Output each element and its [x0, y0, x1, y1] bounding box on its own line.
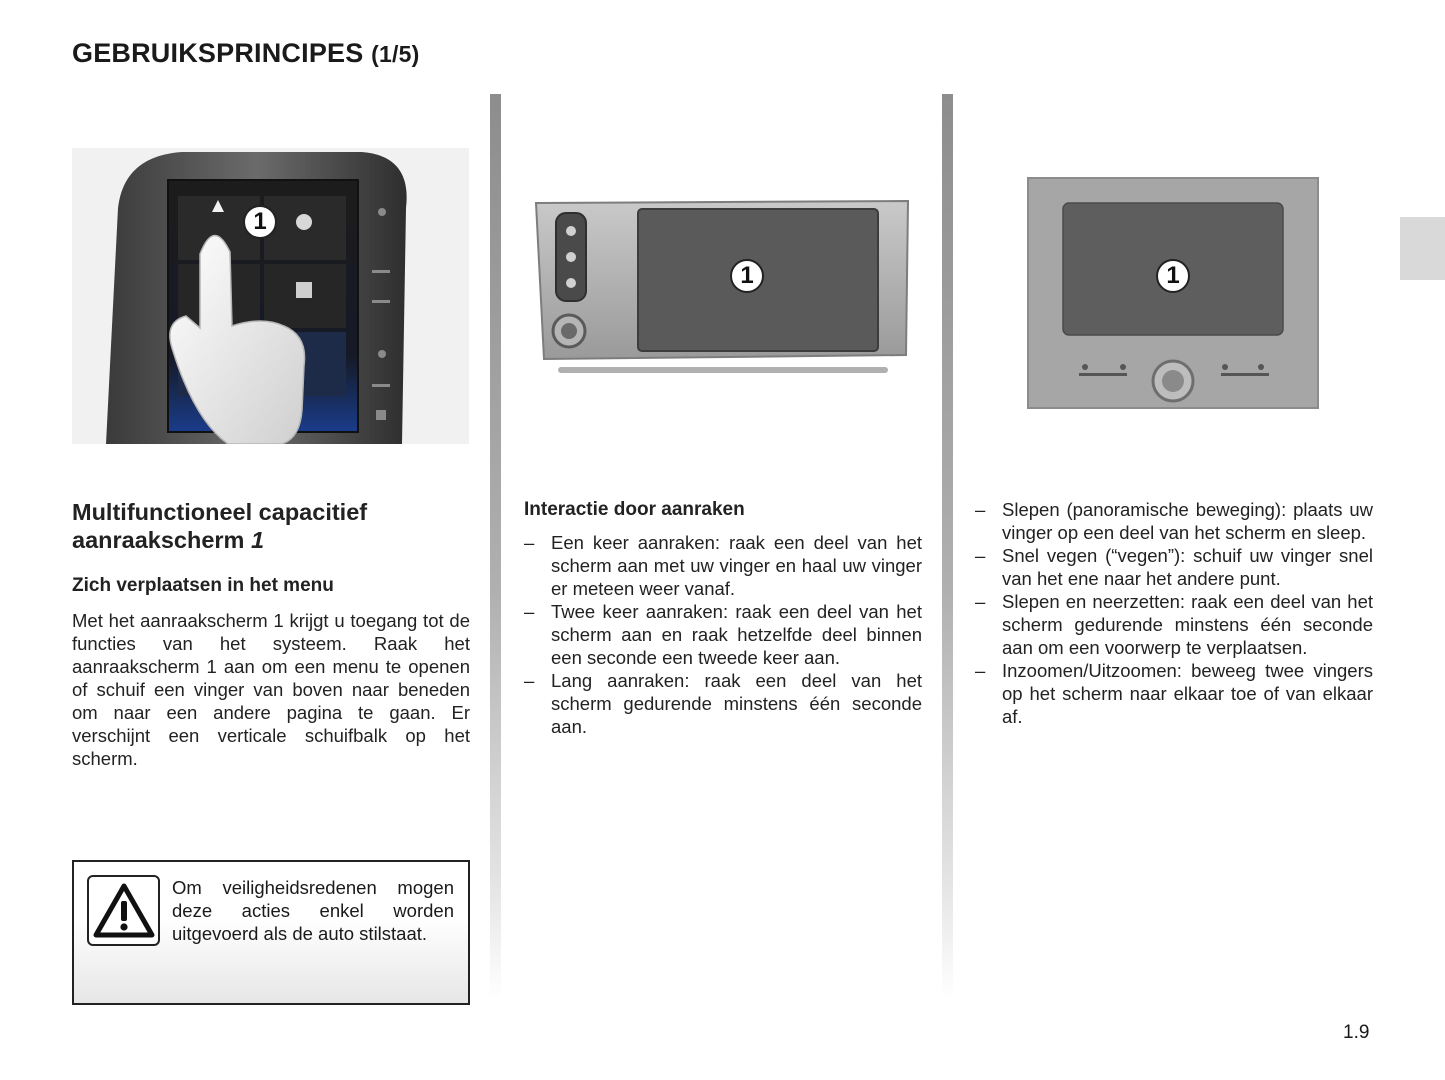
- landscape-screen-figure: [528, 195, 916, 385]
- section-heading-ref: 1: [250, 527, 265, 553]
- portrait-touchscreen-figure: [72, 148, 469, 444]
- list-item: – Slepen (panoramische beweging): plaats uw vinger op een deel van het scherm en sleep.: [975, 498, 1373, 544]
- column-divider-right: [942, 94, 953, 1000]
- portrait-touchscreen-illustration: [72, 148, 469, 444]
- chapter-tab: [1400, 217, 1445, 280]
- menu-navigation-paragraph: Met het aanraakscherm 1 krijgt u toegang tot de functies van het systeem. Raak het aanraakscherm 1 aan om een menu te openen of schuif een vinger van boven naar beneden om naar een andere pagina te gaan. Er verschijnt een verticale schuifbalk op het scherm.: [72, 610, 470, 769]
- list-item: – Twee keer aanraken: raak een deel van het scherm aan en raak hetzelfde deel binnen een seconde een tweede keer aan.: [524, 600, 922, 669]
- page-number: 1.9: [1343, 1022, 1370, 1043]
- list-item: – Slepen en neerzetten: raak een deel van het scherm gedurende minstens één seconde aan om een voorwerp te verplaatsen.: [975, 590, 1373, 659]
- callout-1-figure1: 1: [243, 205, 277, 239]
- list-item: – Lang aanraken: raak een deel van het scherm gedurende minstens één seconde aan.: [524, 669, 922, 738]
- page-title-text: GEBRUIKSPRINCIPES: [72, 38, 364, 68]
- section-heading: [72, 498, 470, 554]
- column-divider-left: [490, 94, 501, 1000]
- section-heading-text: Multifunctioneel capacitief aanraakscherm: [72, 499, 368, 553]
- safety-warning-box: [72, 860, 470, 1005]
- list-item: – Snel vegen (“vegen”): schuif uw vinger snel van het ene naar het andere punt.: [975, 544, 1373, 590]
- safety-warning-text: Om veiligheidsredenen mogen deze acties enkel worden uitgevoerd als de auto stilstaat.: [172, 877, 454, 944]
- subheading-touch-interaction: Interactie door aanraken: [524, 499, 745, 520]
- landscape-screen-illustration: [528, 195, 916, 385]
- dial-screen-illustration: [1027, 177, 1319, 409]
- warning-triangle-icon: [87, 875, 160, 946]
- callout-1-figure3: 1: [1156, 259, 1190, 293]
- column-middle: [524, 498, 922, 738]
- subheading-menu-navigation: Zich verplaatsen in het menu: [72, 575, 334, 596]
- list-item: – Inzoomen/Uitzoomen: beweeg twee vingers op het scherm naar elkaar toe of van elkaar af.: [975, 659, 1373, 728]
- column-right: [975, 498, 1373, 728]
- gesture-list: [975, 498, 1373, 728]
- dial-screen-figure: [1027, 177, 1319, 409]
- list-item: – Een keer aanraken: raak een deel van het scherm aan met uw vinger en haal uw vinger er meteen weer vanaf.: [524, 531, 922, 600]
- page-title-suffix: (1/5): [371, 41, 420, 67]
- touch-interaction-list: [524, 531, 922, 738]
- page-title: [72, 38, 419, 69]
- callout-1-figure2: 1: [730, 259, 764, 293]
- column-left: [72, 498, 470, 770]
